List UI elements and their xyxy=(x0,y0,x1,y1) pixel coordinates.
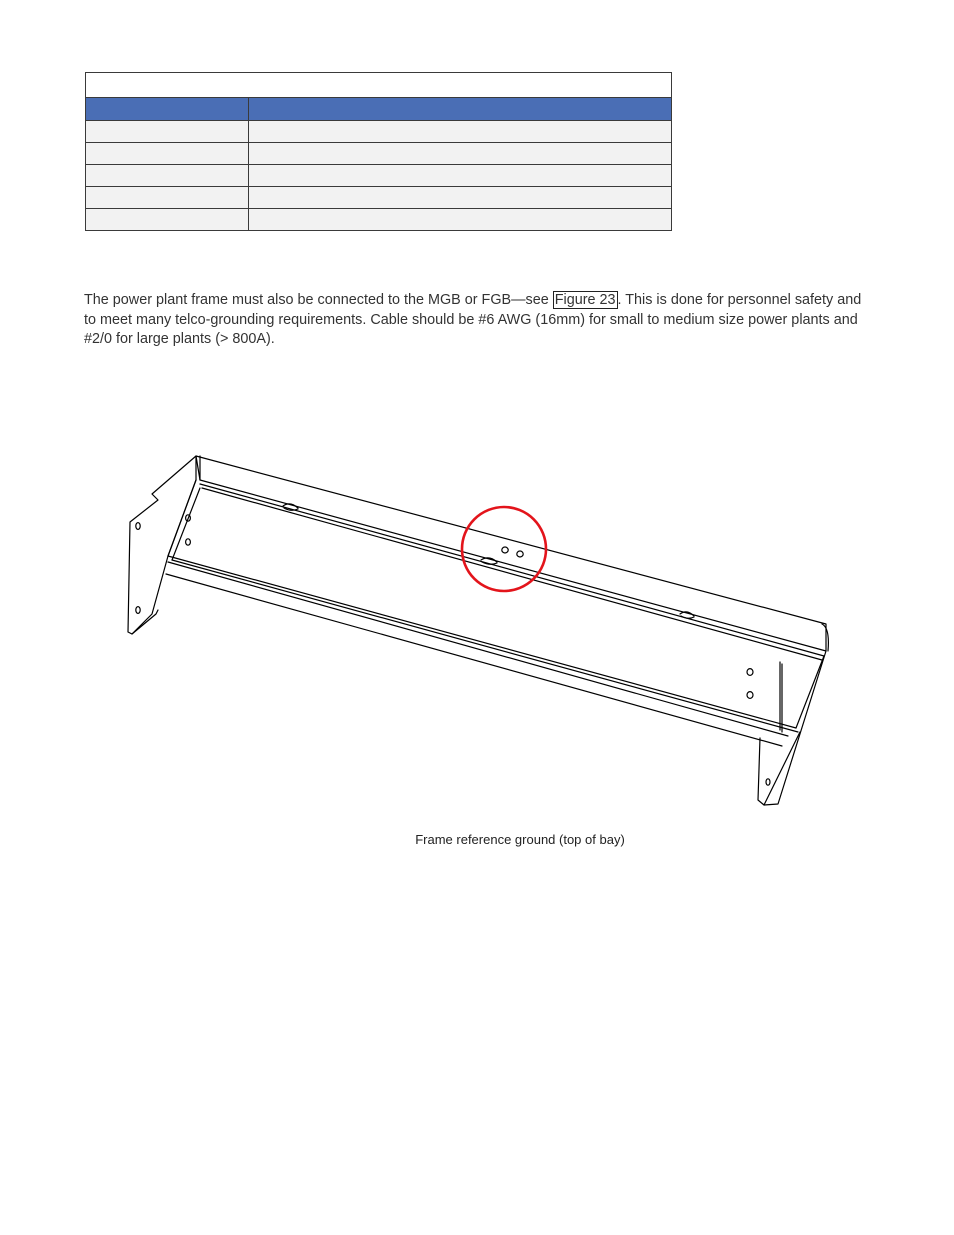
mounting-holes xyxy=(136,515,770,785)
right-bracket xyxy=(758,651,826,805)
paragraph-text-start: The power plant frame must also be connected to the MGB or FGB—see xyxy=(84,292,553,308)
paragraph-text-end: . This is done for personnel safety and to meet many telco-grounding requirements. Cable should be #6 AWG (16mm) for small to medium size power plants and #2/0 for large plants (> 800A). xyxy=(84,292,862,347)
weld-nubs xyxy=(283,504,694,618)
channel-face xyxy=(166,480,824,746)
top-rail xyxy=(196,456,828,660)
left-bracket xyxy=(128,456,196,634)
figure-caption: Frame reference ground (top of bay) xyxy=(415,832,625,847)
grounding-point-highlight xyxy=(462,507,546,591)
figure-link[interactable]: Figure 23 xyxy=(554,292,616,308)
